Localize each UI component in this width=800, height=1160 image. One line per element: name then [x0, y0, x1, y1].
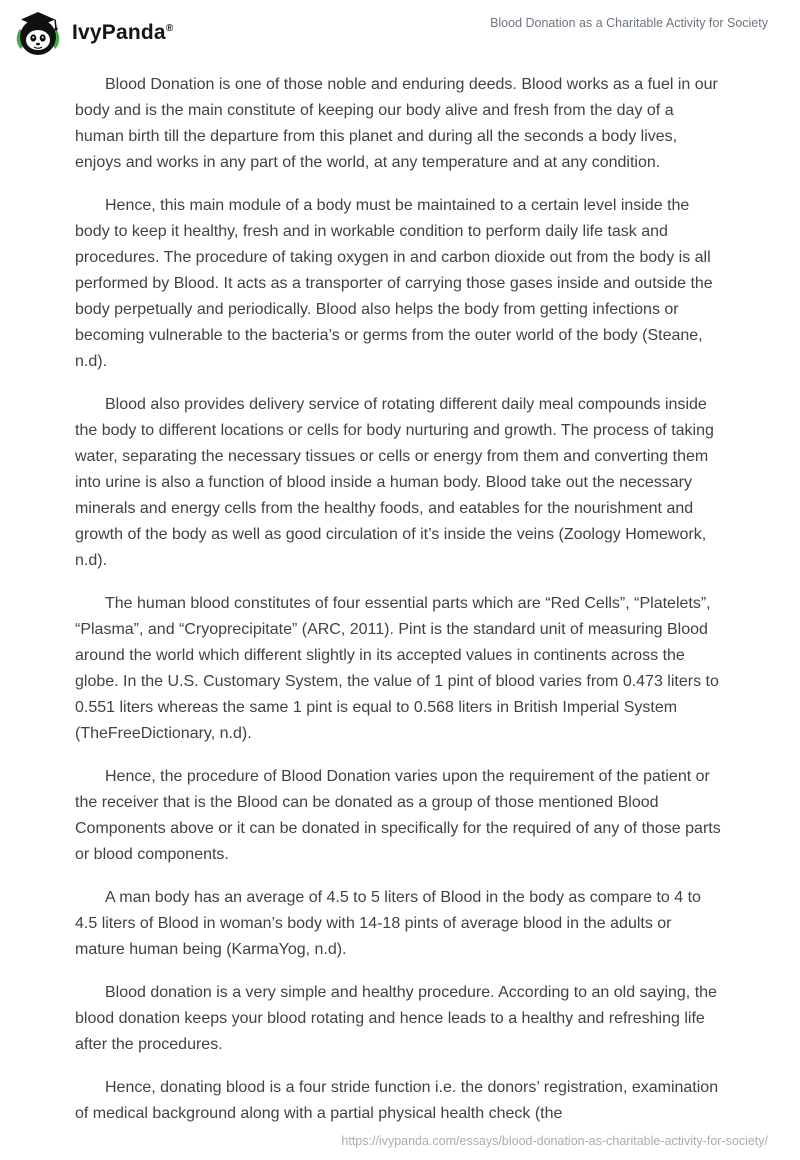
essay-paragraph: Hence, donating blood is a four stride function i.e. the donors’ registration, examination of medical background along with a partial physical health check (the [75, 1079, 719, 1122]
brand-name: IvyPanda® [72, 21, 174, 44]
essay-paragraph: Blood Donation is one of those noble and enduring deeds. Blood works as a fuel in our body and is the main constitute of keeping our body alive and fresh from the day of a human birth till the departure from this planet and during all the seconds a body lives, enjoys and works in any part of the world, at any temperature and at any condition. [75, 76, 718, 171]
essay-paragraph: A man body has an average of 4.5 to 5 liters of Blood in the body as compare to 4 to 4.5 liters of Blood in woman’s body with 14-18 pints of average blood in the adults or mature human being (KarmaYog, n.d). [75, 889, 701, 958]
page-footer [341, 1134, 768, 1148]
ivypanda-brand[interactable] [14, 8, 173, 58]
essay-paragraph: Hence, the procedure of Blood Donation varies upon the requirement of the patient or the receiver that is the Blood can be donated as a group of those mentioned Blood Components above or it can be donated in specifically for the required of any of those parts or blood components. [75, 768, 721, 863]
ivypanda-logo-icon [14, 8, 62, 58]
document-title: Blood Donation as a Charitable Activity for Society [490, 16, 768, 30]
essay-paragraph: Hence, this main module of a body must be maintained to a certain level inside the body to keep it healthy, fresh and in workable condition to perform daily life task and procedures. The procedure of taking oxygen in and carbon dioxide out from the body is all performed by Blood. It acts as a transporter of carrying those gases inside and outside the body perpetually and periodically. Blood also helps the body from getting infections or becoming vulnerable to the bacteria’s or germs from the outer world of the body (Steane, n.d). [75, 197, 713, 370]
essay-paragraph: Blood donation is a very simple and healthy procedure. According to an old saying, the blood donation keeps your blood rotating and hence leads to a healthy and refreshing life after the procedures. [75, 984, 717, 1053]
registered-mark: ® [165, 23, 174, 34]
essay-paragraph: Blood also provides delivery service of rotating different daily meal compounds inside the body to different locations or cells for body nurturing and growth. The process of taking water, separating the necessary tissues or cells or energy from them and converting them into urine is also a function of blood inside a human body. Blood take out the necessary minerals and energy cells from the healthy foods, and eatables for the nourishment and growth of the body as well as good circulation of it’s inside the veins (Zoology Homework, n.d). [75, 396, 714, 569]
page-header [0, 0, 800, 58]
essay-paragraph: The human blood constitutes of four essential parts which are “Red Cells”, “Platelets”, “Plasma”, and “Cryoprecipitate” (ARC, 2011). Pint is the standard unit of measuring Blood around the world which different slightly in its accepted values in continents across the globe. In the U.S. Customary System, the value of 1 pint of blood varies from 0.473 liters to 0.551 liters whereas the same 1 pint is equal to 0.568 liters in British Imperial System (TheFreeDictionary, n.d). [75, 595, 719, 742]
source-url-link[interactable]: https://ivypanda.com/essays/blood-donation-as-charitable-activity-for-society/ [341, 1134, 768, 1148]
essay-body [75, 72, 722, 1144]
